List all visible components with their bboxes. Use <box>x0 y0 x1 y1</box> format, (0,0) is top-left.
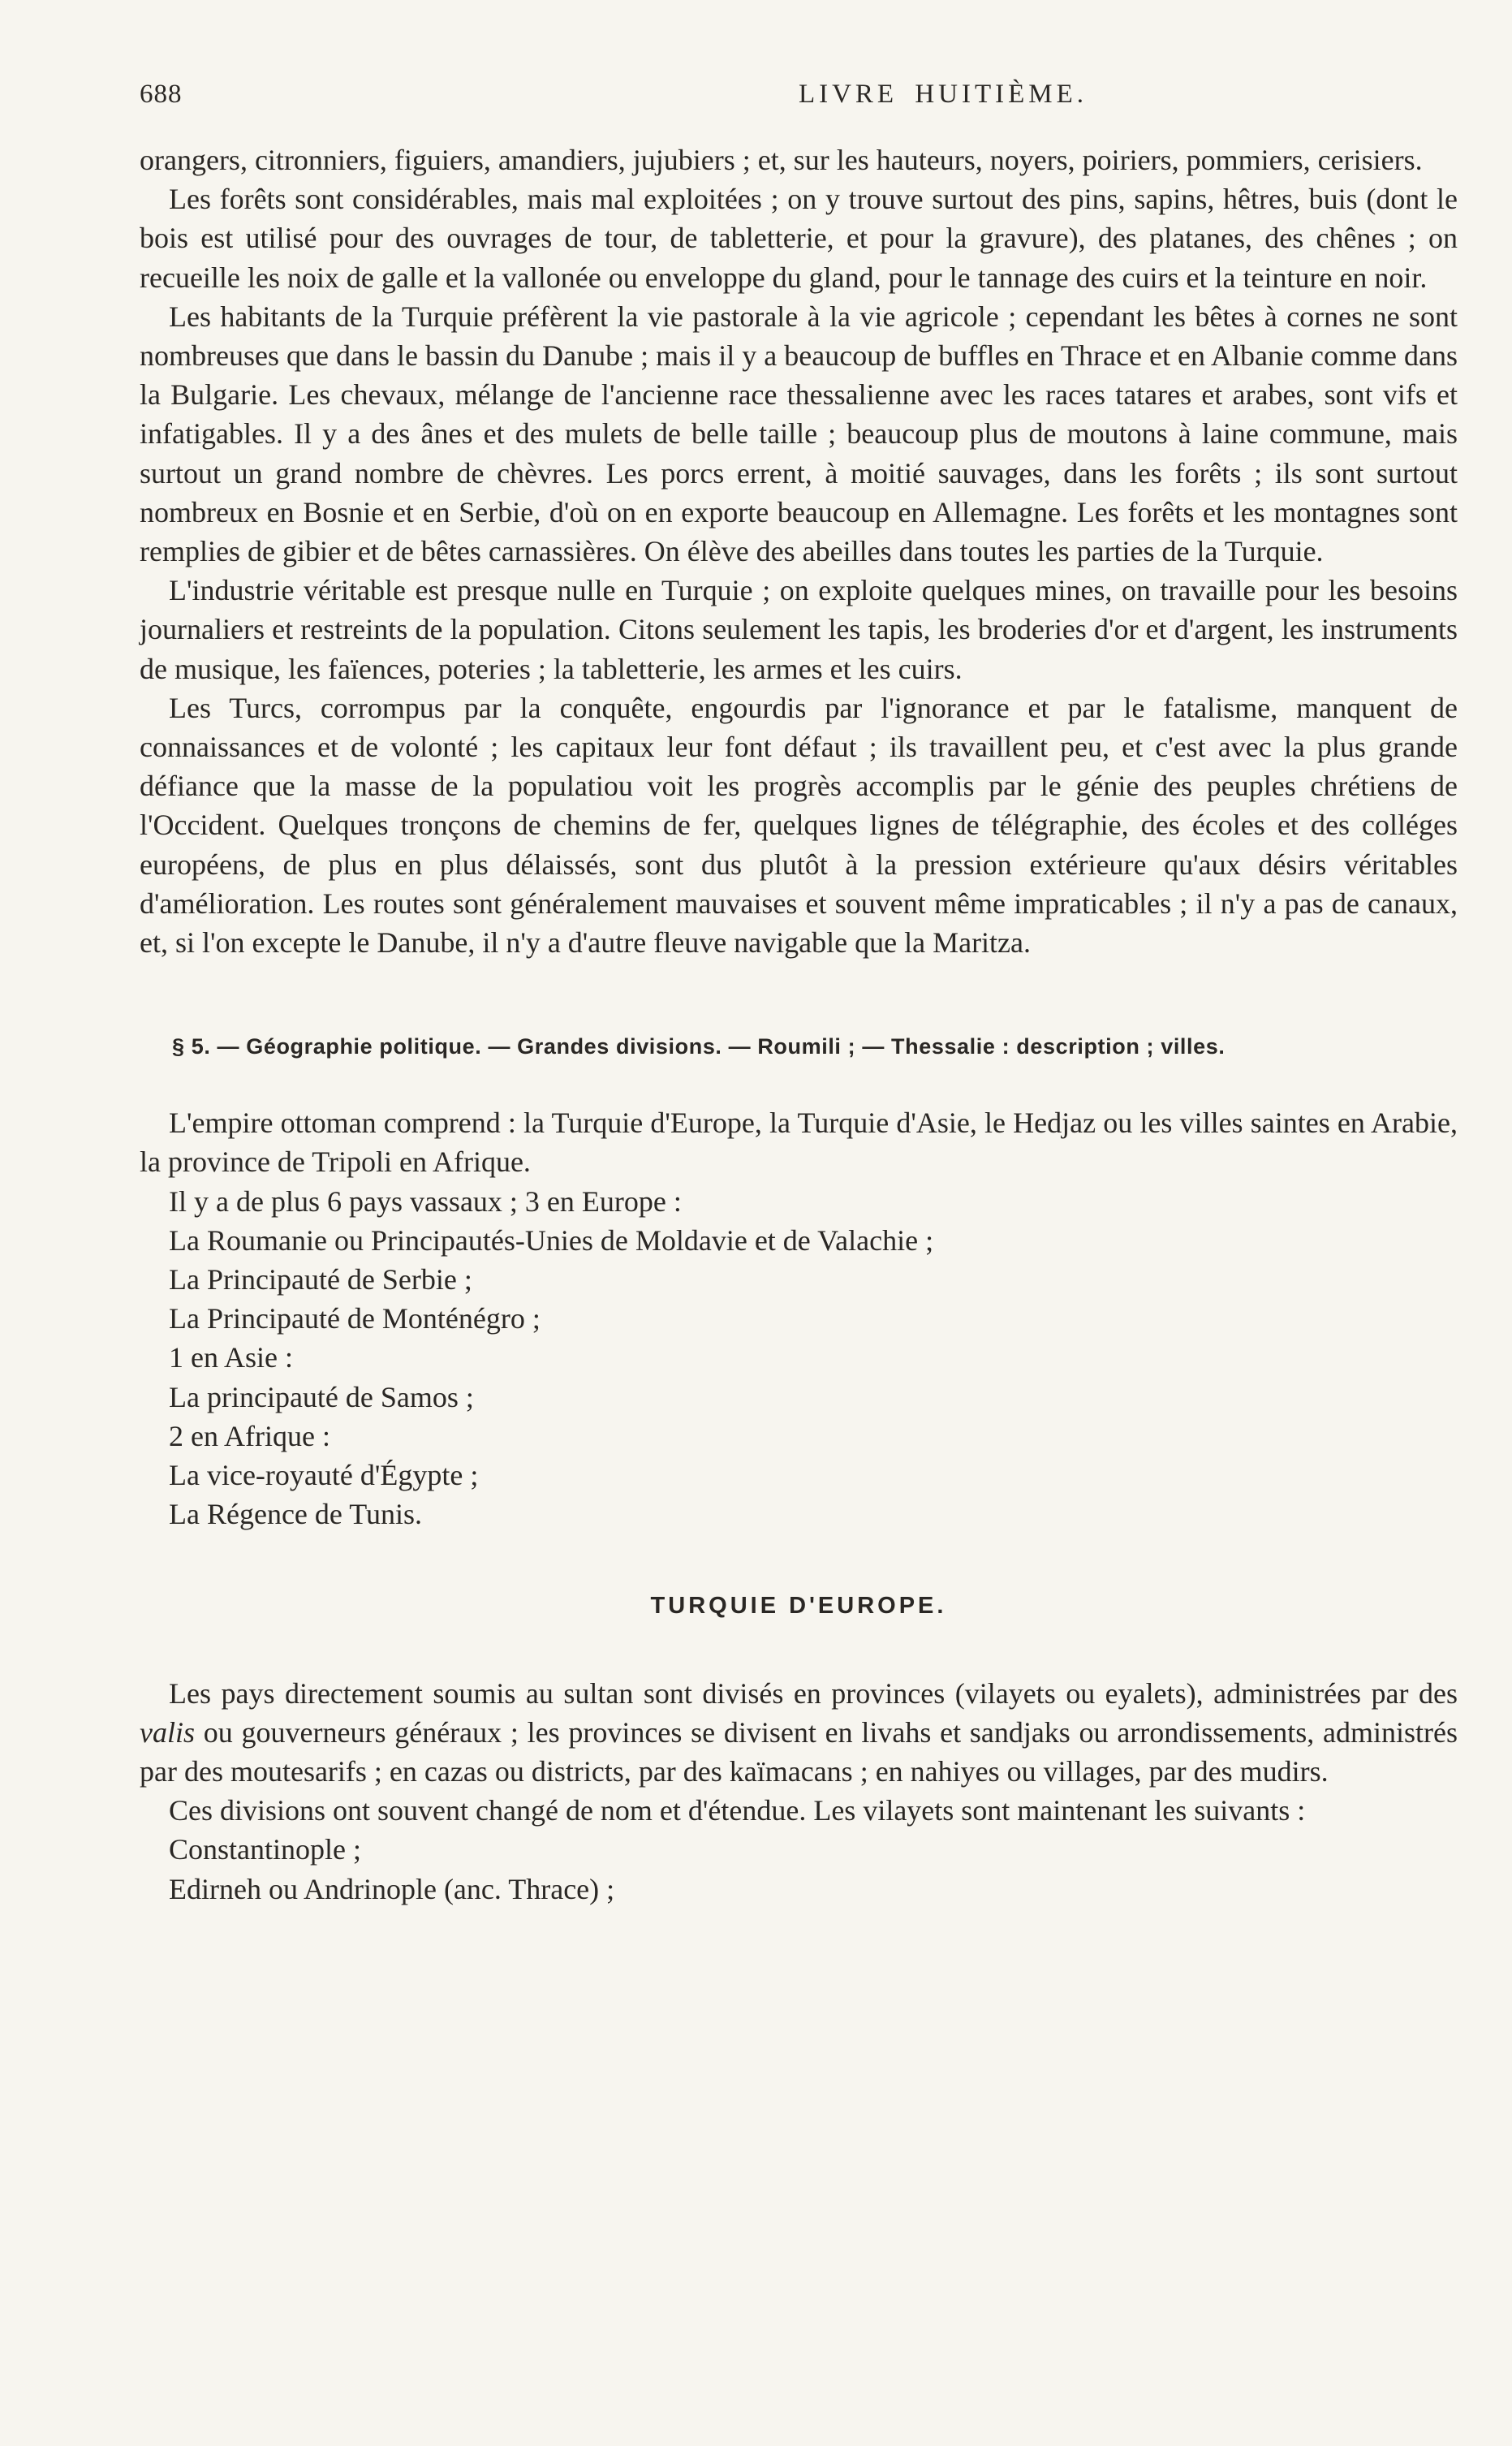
paragraph-industry: L'industrie véritable est presque nulle en Turquie ; on exploite quelques mines, on travaille pour les besoins journaliers et restreints de la population. Citons seulement les tapis, les broderies d'or et d'argent, les instruments de musique, les faïences, poteries ; la tabletterie, les armes et les cuirs. <box>140 574 1458 685</box>
list-item: La Principauté de Monténégro ; <box>169 1302 541 1335</box>
valis-italic: valis <box>140 1715 195 1749</box>
list-item: La Roumanie ou Principautés-Unies de Moldavie et de Valachie ; <box>169 1223 934 1257</box>
running-title: LIVRE HUITIÈME. <box>798 80 1088 109</box>
paragraph-turks: Les Turcs, corrompus par la conquête, engourdis par l'ignorance et par le fatalisme, manquent de connaissances et de volonté ; les capitaux leur font défaut ; ils travaillent peu, et c'est avec la plus grande défiance que la masse de la populatiou voit les progrès accomplis par le génie des peuples chrétiens de l'Occident. Quelques tronçons de chemins de fer, quelques lignes de télégraphie, des écoles et des colléges européens, de plus en plus délaissés, sont dus plutôt à la pression extérieure qu'aux désirs véritables d'amélioration. Les routes sont généralement mauvaises et souvent même impraticables ; il n'y a pas de canaux, et, si l'on excepte le Danube, il n'y a d'autre fleuve navigable que la Maritza. <box>140 691 1458 960</box>
paragraph-forests: Les forêts sont considérables, mais mal exploitées ; on y trouve surtout des pins, sapins, hêtres, buis (dont le bois est utilisé pour des ouvrages de tour, de tabletterie, et pour la gravure), des platanes, des chênes ; on recueille les noix de galle et la vallonée ou enveloppe du gland, pour le tannage des cuirs et la teinture en noir. <box>140 183 1458 294</box>
list-item: La vice-royauté d'Égypte ; <box>169 1459 479 1492</box>
provinces-text-start: Les pays directement soumis au sultan sont divisés en provinces (vilayets ou eyalets), administrées par des <box>169 1676 1458 1710</box>
list-item: La Régence de Tunis. <box>169 1498 422 1531</box>
list-item: 2 en Afrique : <box>169 1419 330 1452</box>
body-text <box>140 140 1458 1909</box>
provinces-text-end: ou gouverneurs généraux ; les provinces se divisent en livahs et sandjaks ou arrondissements, administrés par des moutesarifs ; en cazas ou districts, par des kaïmacans ; en nahiyes ou villages, par des mudirs. <box>140 1715 1458 1788</box>
list-item: 1 en Asie : <box>169 1341 293 1374</box>
paragraph-livestock: Les habitants de la Turquie préfèrent la vie pastorale à la vie agricole ; cependant les bêtes à cornes ne sont nombreuses que dans le bassin du Danube ; mais il y a beaucoup de buffles en Thrace et en Albanie comme dans la Bulgarie. Les chevaux, mélange de l'ancienne race thessalienne avec les races tatares et arabes, sont vifs et infatigables. Il y a des ânes et des mulets de belle taille ; beaucoup plus de moutons à laine commune, mais surtout un grand nombre de chèvres. Les porcs errent, à moitié sauvages, dans les forêts ; ils sont surtout nombreux en Bosnie et en Serbie, d'où on en exporte beaucoup en Allemagne. Les forêts et les montagnes sont remplies de gibier et de bêtes carnassières. On élève des abeilles dans toutes les parties de la Turquie. <box>140 300 1458 568</box>
paragraph-fruit-trees: orangers, citronniers, figuiers, amandiers, jujubiers ; et, sur les hauteurs, noyers, poiriers, pommiers, cerisiers. <box>140 144 1423 176</box>
vassal-list <box>140 1182 1458 1534</box>
page-number: 688 <box>140 80 183 109</box>
paragraph-empire: L'empire ottoman comprend : la Turquie d'Europe, la Turquie d'Asie, le Hedjaz ou les villes saintes en Arabie, la province de Tripoli en Afrique. <box>140 1107 1458 1179</box>
list-item: La principauté de Samos ; <box>169 1380 474 1413</box>
section-heading: § 5. — Géographie politique. — Grandes divisions. — Roumili ; — Thessalie : description ; villes. <box>172 1034 1226 1059</box>
list-item: Constantinople ; <box>169 1833 361 1866</box>
list-item: Il y a de plus 6 pays vassaux ; 3 en Europe : <box>169 1184 682 1218</box>
paragraph-divisions: Ces divisions ont souvent changé de nom et d'étendue. Les vilayets sont maintenant les suivants : <box>169 1794 1306 1827</box>
list-item: La Principauté de Serbie ; <box>169 1263 472 1296</box>
list-item: Edirneh ou Andrinople (anc. Thrace) ; <box>169 1872 615 1905</box>
subtitle-turquie-europe: TURQUIE D'EUROPE. <box>650 1592 947 1619</box>
paragraph-provinces <box>140 1674 1458 1792</box>
vilayet-list <box>140 1830 1458 1908</box>
running-head <box>140 80 1471 120</box>
